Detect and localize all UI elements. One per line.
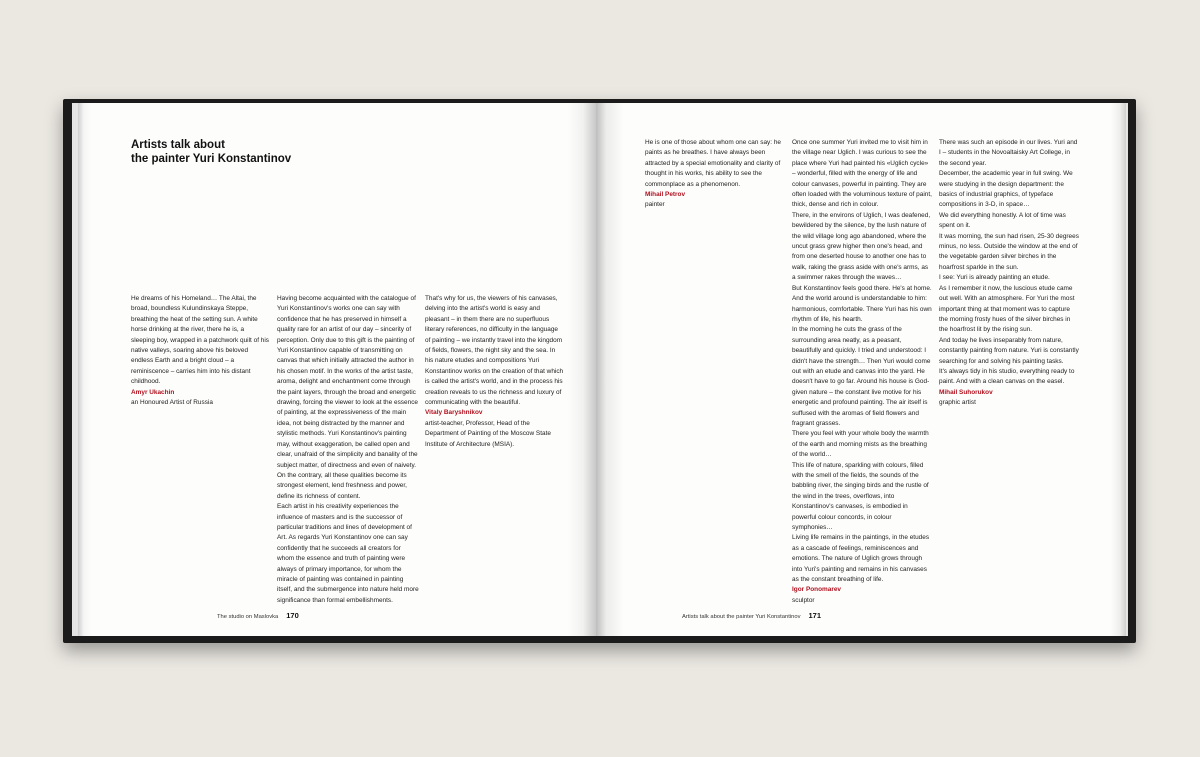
paragraph: It's always tidy in his studio, everything ready to paint. And with a clean canvas on the easel.: [939, 367, 1075, 386]
paragraph: He is one of those about whom one can say: he paints as he breathes. I have always been attracted by a special emotionality and clarity of thought in his works, his ability to see the commonplace as a phenomenon.: [645, 139, 781, 188]
left-folio: [217, 611, 299, 620]
paragraph: There was such an episode in our lives. Yuri and I – students in the Novoaltaisky Art College, in the second year.: [939, 139, 1078, 167]
paragraph: But Konstantinov feels good there. He's at home. And the world around is understandable to him: harmonious, comfortable. There Yuri has his own rhythm of life, his hearth.: [792, 284, 932, 323]
author-name: Mihail Petrov: [645, 191, 686, 199]
right-column-1: [645, 138, 785, 211]
left-column-2: [277, 294, 419, 606]
paragraph: That's why for us, the viewers of his canvases, delving into the artist's world is easy and pleasant – in them there are no superfluous literary references, no difficulty in the language of painting – we instantly travel into the kingdom of fields, flowers, the night sky and the sea. In his nature etudes and compositions Yuri Konstantinov works on the creation of that which is called the artist's world, and in the process his creation reveals to us the richness and luxury of communicating with the beautiful.: [425, 295, 564, 407]
paragraph: December, the academic year in full swing. We were studying in the design department: the basics of industrial graphics, of typeface compositions in 3-D, in space…: [939, 170, 1073, 209]
paragraph: And today he lives inseparably from nature, constantly painting from nature. Yuri is constantly searching for and solving his painting tasks.: [939, 336, 1079, 365]
right-column-3: [939, 138, 1079, 409]
paragraph: I see: Yuri is already painting an etude.: [939, 274, 1050, 282]
paragraph: In the morning he cuts the grass of the surrounding area neatly, as a peasant, beautifully and quickly. I tried and understood: I didn't have the strength… Then Yuri would come out with an etude and canvas into the yard. He doesn't have to go far. Around his house is God-given nature – the constant live motive for his energetic and profound painting. The air itself is suffused with the aromas of field flowers and fragrant grasses.: [792, 326, 931, 427]
paragraph: Having become acquainted with the catalogue of Yuri Konstantinov's works one can say with confidence that he has preserved in himself a quality rare for an artist of our day – sincerity of perception. Only due to this gift is the painting of Yuri Konstantinov capable of transmitting on canvas that which initially attracted the author in his chosen motif. In the works of the artist taste, aroma, delight and enchantment come through the paint layers, through the broad and energetic drawing, forcing the viewer to look at the essence of painting, at the expressiveness of the main idea, not being distracted by the manner and stylistic methods. Yuri Konstantinov's painting may, without exaggeration, be called open and clear, unafraid of the simplicity and banality of the subject matter, of directness and even of naivety. On the contrary, all these qualities become its strongest element, lend freshness and power, define its richness of content.: [277, 295, 418, 500]
author-role: artist-teacher, Professor, Head of the Department of Painting of the Moscow State Institute of Architecture (MSIA).: [425, 419, 551, 448]
author-role: an Honoured Artist of Russia: [131, 399, 213, 407]
right-page-number: 171: [808, 611, 821, 620]
author-role: painter: [645, 201, 665, 209]
right-column-2: [792, 138, 932, 606]
paragraph: There you feel with your whole body the warmth of the earth and morning mists as the breathing of the world…: [792, 430, 929, 459]
author-name: Vitaly Baryshnikov: [425, 409, 483, 417]
paragraph: We did everything honestly. A lot of time was spent on it.: [939, 211, 1066, 230]
left-column-3: [425, 294, 565, 450]
right-folio: [682, 611, 821, 620]
paragraph: There, in the environs of Uglich, I was deafened, bewildered by the silence, by the lush nature of the wild village long ago abandoned, where the uncut grass grew higher then one's head, and from one deserted house to another one has to walk, raking the grass aside with one's arms, as a swimmer rakes through the waves…: [792, 211, 931, 282]
author-role: graphic artist: [939, 399, 976, 407]
author-name: Mihail Suhorukov: [939, 388, 993, 396]
right-running-footer: Artists talk about the painter Yuri Konstantinov: [682, 614, 801, 620]
left-running-footer: The studio on Maslovka: [217, 614, 279, 620]
paragraph: He dreams of his Homeland… The Altai, the broad, boundless Kulundinskaya Steppe, breathing the heat of the setting sun. A white horse drinking at the river, there he is, a sleeping boy, wrapped in a patchwork quilt of his native valleys, soaring above his beloved endless Earth and a bright cloud – a reminiscence – carries him into his distant childhood.: [131, 295, 270, 386]
author-name: Igor Ponomarev: [792, 586, 842, 594]
paragraph: As I remember it now, the luscious etude came out well. With an atmosphere. For Yuri the most important thing at that moment was to capture the morning frosty hues of the silver birches in the hoarfrost lit by the rising sun.: [939, 284, 1075, 334]
paragraph: Living life remains in the paintings, in the etudes as a cascade of feelings, reminiscences and emotions. The nature of Uglich grows through into Yuri's painting and remains in his canvases as the constant breathing of life.: [792, 534, 930, 584]
paragraph: Once one summer Yuri invited me to visit him in the village near Uglich. I was curious to see the place where Yuri had painted his «Uglich cycle» – wonderful, filled with the energy of life and colour canvases, powerful in painting. They are often loaded with the voluminous texture of paint, thick, dense and rich in colour.: [792, 139, 932, 209]
paragraph: It was morning, the sun had risen, 25-30 degrees minus, no less. Outside the window at the end of the vegetable garden silver birches in the hoarfrost sparkle in the sun.: [939, 232, 1079, 271]
paragraph: This life of nature, sparkling with colours, filled with the smell of the fields, the sounds of the babbling river, the singing birds and the rustle of the wind in the trees, overflows, into Konstantinov's canvases, is embodied in powerful colour concords, in colour symphonies…: [792, 461, 929, 532]
author-role: sculptor: [792, 596, 815, 604]
paragraph: Each artist in his creativity experiences the influence of masters and is the successor of particular traditions and lines of development of Art. As regards Yuri Konstantinov one can say confidently that he succeeds all creators for whom the essence and truth of painting were always of primary importance, for whom the miracle of painting was contained in painting itself, and the submergence into nature held more significance than formal embellishments.: [277, 503, 419, 604]
author-name: Amyr Ukachin: [131, 388, 175, 396]
left-column-1: [131, 294, 269, 408]
left-page-number: 170: [286, 611, 299, 620]
page-title: Artists talk about the painter Yuri Konstantinov: [131, 139, 292, 165]
